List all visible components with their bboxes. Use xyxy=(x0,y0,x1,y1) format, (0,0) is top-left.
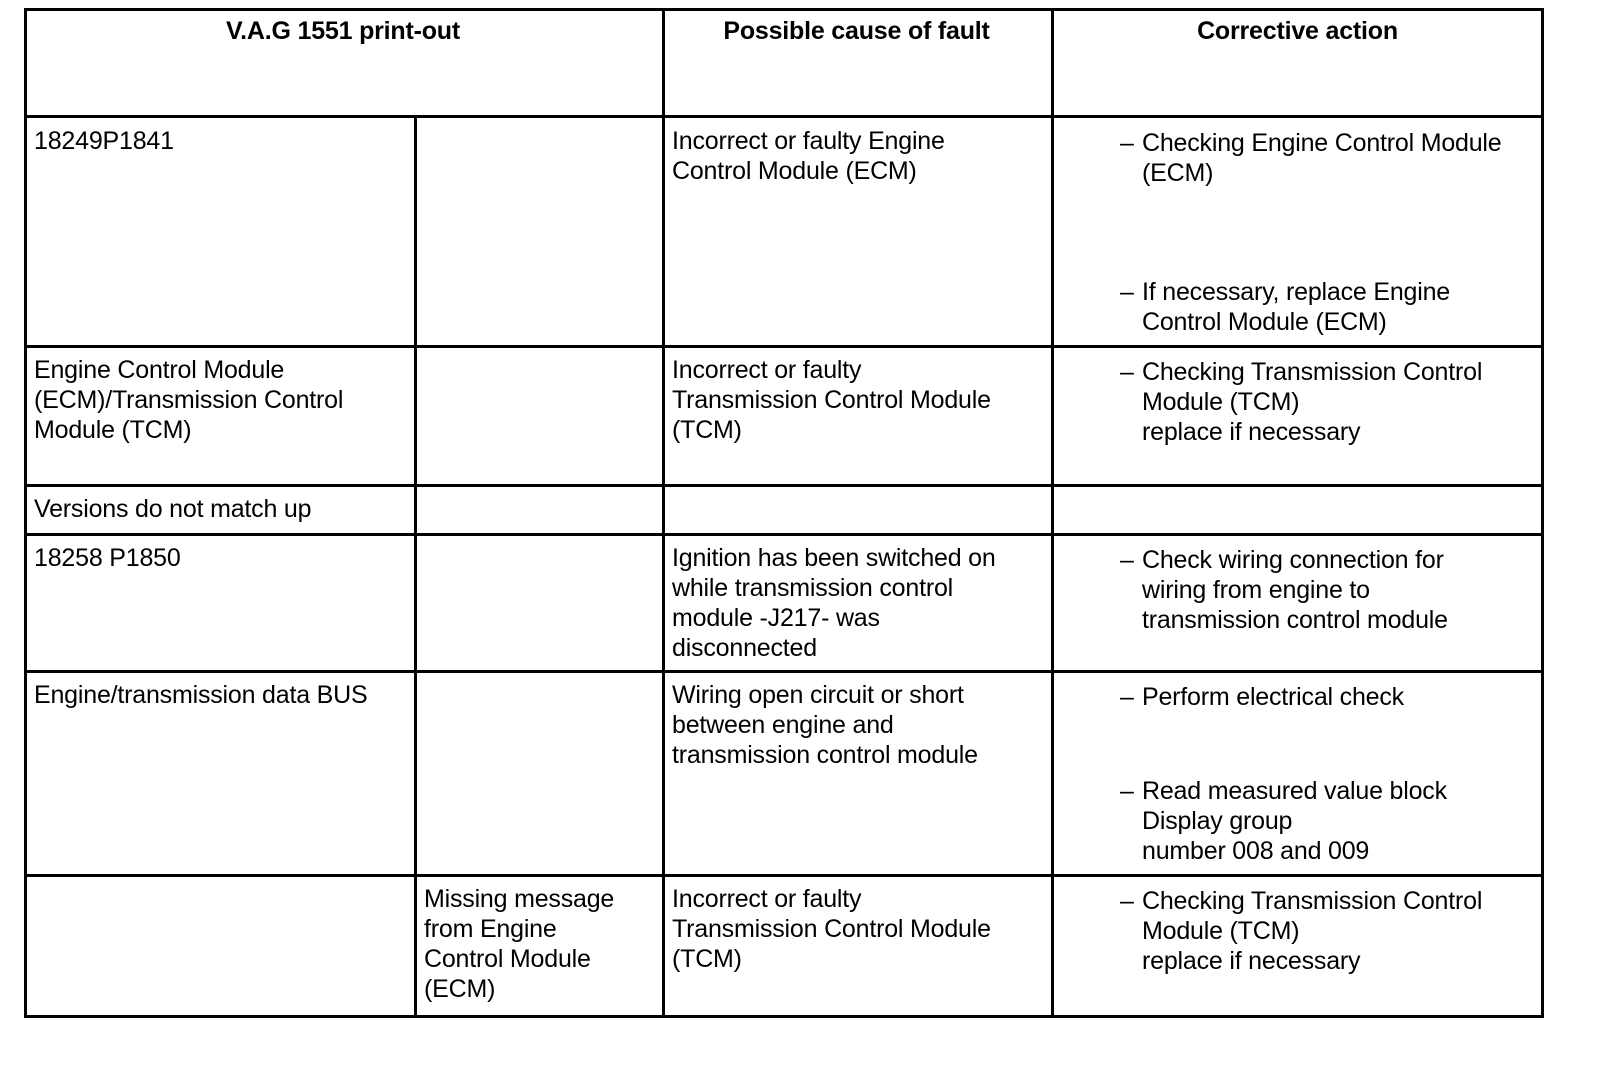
row-code: Engine/transmission data BUS xyxy=(34,681,368,709)
action-text: Checking Transmission Control Module (TCM) replace if necessary xyxy=(1142,358,1483,446)
action-text: If necessary, replace Engine Control Module (ECM) xyxy=(1142,278,1450,336)
col-divider xyxy=(662,8,665,1018)
row-divider xyxy=(24,345,1544,348)
dash-bullet: ‒ xyxy=(1120,777,1134,805)
action-item xyxy=(1120,886,1482,976)
header-cause: Possible cause of fault xyxy=(723,17,990,45)
row-divider xyxy=(24,533,1544,536)
action-item xyxy=(1120,128,1502,188)
dash-bullet: ‒ xyxy=(1120,683,1134,711)
row-code: 18249P1841 xyxy=(34,127,174,155)
row-sub: Missing message from Engine Control Module (ECM) xyxy=(424,885,615,1003)
row-cause: Incorrect or faulty Transmission Control Module (TCM) xyxy=(672,356,991,444)
action-item xyxy=(1120,357,1482,447)
row-code: 18258 P1850 xyxy=(34,544,181,572)
fault-table xyxy=(24,8,1544,1018)
action-text: Checking Engine Control Module (ECM) xyxy=(1142,129,1502,187)
action-text: Checking Transmission Control Module (TCM) replace if necessary xyxy=(1142,887,1483,975)
row-divider xyxy=(24,115,1544,118)
header-action-cell xyxy=(1051,8,1544,115)
header-cause-cell xyxy=(662,8,1051,115)
row-cause: Wiring open circuit or short between engine and transmission control module xyxy=(672,681,978,769)
action-item xyxy=(1120,545,1448,635)
row-cause: Incorrect or faulty Transmission Control Module (TCM) xyxy=(672,885,991,973)
table-border-right xyxy=(1541,8,1544,1018)
header-printout: V.A.G 1551 print-out xyxy=(225,17,460,45)
action-item xyxy=(1120,776,1447,866)
dash-bullet: ‒ xyxy=(1120,546,1134,574)
row-cause: Incorrect or faulty Engine Control Module (ECM) xyxy=(672,127,945,185)
row-code: Versions do not match up xyxy=(34,495,312,523)
row-code: Engine Control Module (ECM)/Transmission Control Module (TCM) xyxy=(34,356,344,444)
table-border-left xyxy=(24,8,27,1018)
action-text: Read measured value block Display group number 008 and 009 xyxy=(1142,777,1447,865)
col-divider xyxy=(1051,8,1054,1018)
row-divider xyxy=(24,670,1544,673)
action-item xyxy=(1120,682,1404,712)
dash-bullet: ‒ xyxy=(1120,129,1134,157)
action-text: Check wiring connection for wiring from engine to transmission control module xyxy=(1142,546,1448,634)
table-border-bottom xyxy=(24,1015,1544,1018)
row-divider xyxy=(24,484,1544,487)
dash-bullet: ‒ xyxy=(1120,358,1134,386)
header-action: Corrective action xyxy=(1197,17,1398,45)
action-item xyxy=(1120,277,1450,337)
header-printout-cell xyxy=(24,8,662,115)
dash-bullet: ‒ xyxy=(1120,278,1134,306)
action-text: Perform electrical check xyxy=(1142,683,1404,711)
dash-bullet: ‒ xyxy=(1120,887,1134,915)
row-cause: Ignition has been switched on while transmission control module -J217- was disconnected xyxy=(672,544,996,662)
col-divider xyxy=(414,115,417,1018)
row-divider xyxy=(24,874,1544,877)
